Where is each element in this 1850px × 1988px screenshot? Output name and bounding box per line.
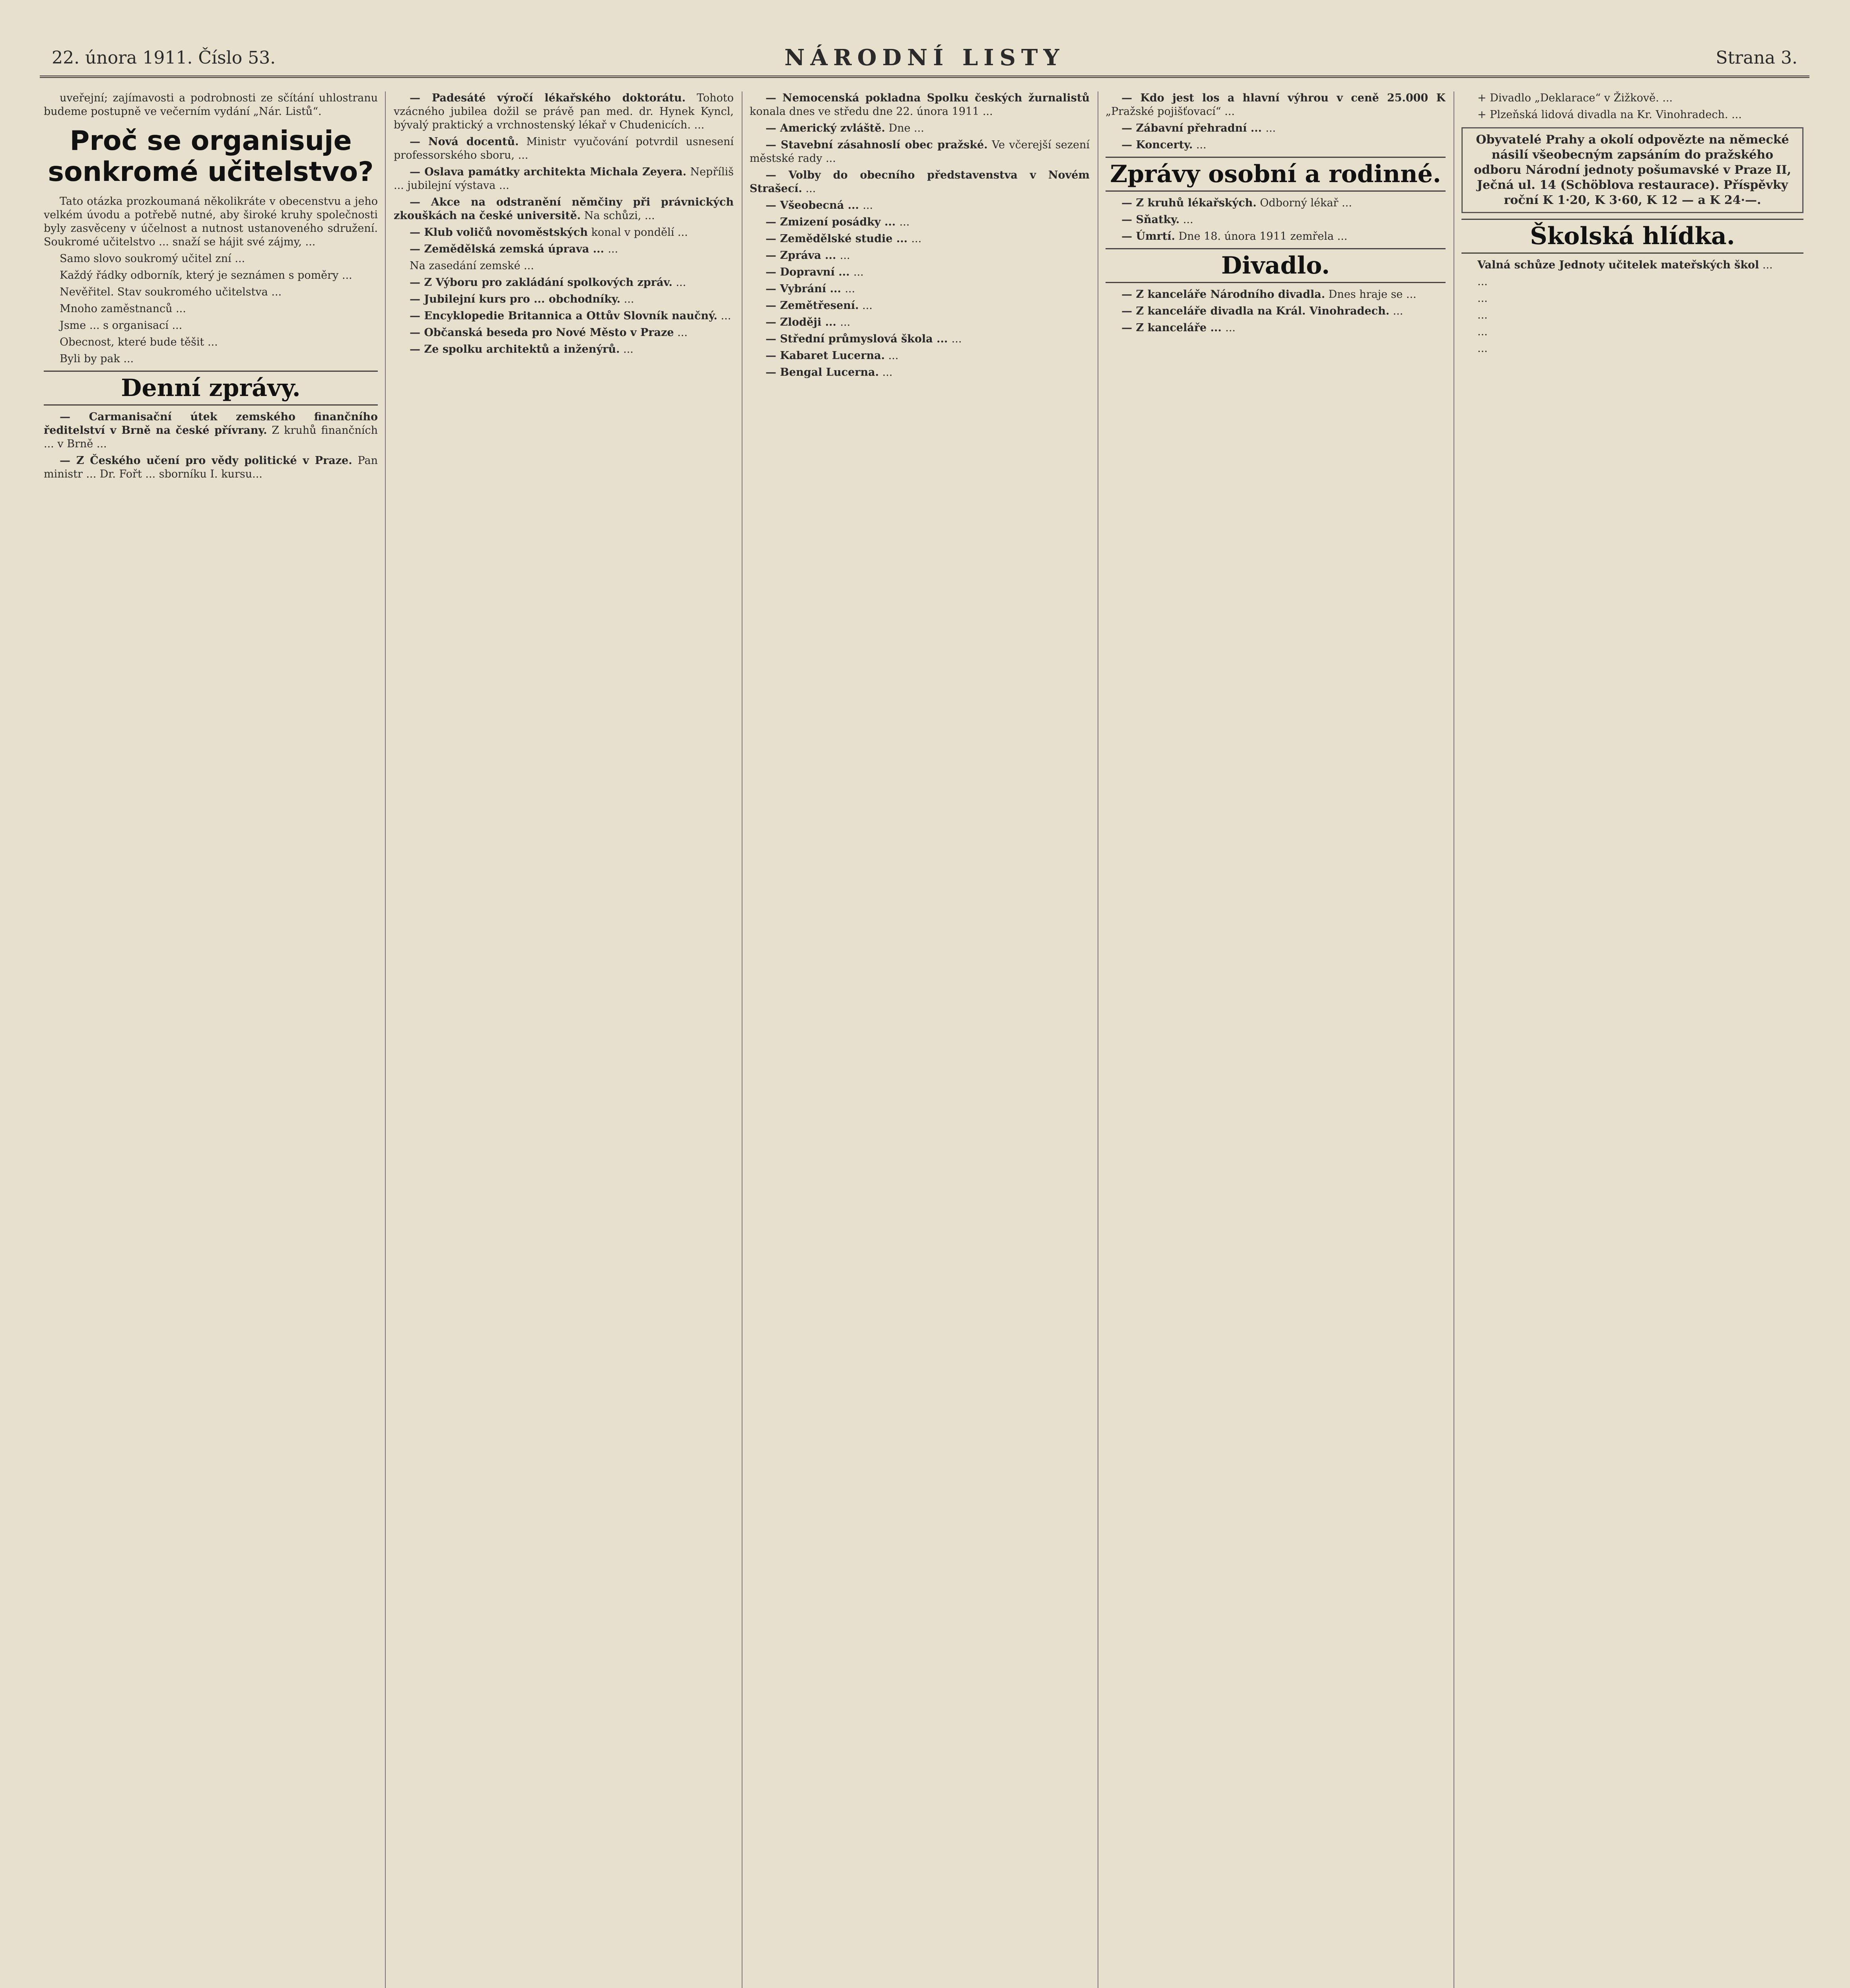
item-heading: — Z kanceláře divadla na Král. Vinohradech. [1121, 305, 1389, 317]
item-text: ... [1183, 214, 1193, 226]
item-heading: — Z Českého učení pro vědy politické v Praze. [60, 454, 352, 467]
item-heading: — Padesáté výročí lékařského doktorátu. [410, 92, 686, 104]
column-3 [750, 91, 1090, 1988]
item-heading: — Zemětřesení. [766, 299, 859, 312]
item-text: ... [840, 316, 851, 328]
article-paragraph: ... [1477, 292, 1488, 305]
item-heading: — Americký zvláště. [766, 122, 885, 134]
item-text: ... [677, 326, 688, 339]
item-heading: — Nemocenská pokladna Spolku českých žurnalistů [766, 92, 1090, 104]
column-divider [385, 91, 386, 1988]
item-heading: — Zábavní přehradní ... [1121, 122, 1266, 134]
item-text: „Pražské pojišťovací“ ... [1106, 105, 1235, 118]
article-paragraph: + Divadlo „Deklarace“ v Žižkově. ... [1477, 92, 1673, 104]
item-text: ... [899, 216, 910, 228]
item-text: ... [608, 243, 618, 255]
section-heading: Divadlo. [1106, 248, 1446, 283]
item-heading: — Carmanisační útek zemského finančního ředitelství v Brně na české přívrany. [44, 411, 378, 437]
item-heading: — Stavební zásahnoslí obec pražské. [766, 139, 988, 151]
article-paragraph: ... [1477, 276, 1488, 288]
column-1 [44, 91, 378, 1988]
article-paragraph: Nevěřitel. Stav soukromého učitelstva ... [60, 286, 282, 298]
article-paragraph: + Plzeňská lidová divadla na Kr. Vinohradech. ... [1477, 109, 1742, 121]
item-heading: — Ze spolku architektů a inženýrů. [410, 343, 620, 355]
item-heading: — Zmizení posádky ... [766, 216, 900, 228]
item-text: ... [623, 343, 634, 355]
item-heading: — Kabaret Lucerna. [766, 349, 885, 362]
intro-paragraph: uveřejní; zajímavosti a podrobnosti ze sčítání uhlostranu budeme postupně ve večerním vydání „Nár. Listů“. [44, 92, 378, 118]
item-text: Dne 18. února 1911 zemřela ... [1178, 230, 1348, 243]
item-text: konal v pondělí ... [591, 226, 688, 239]
item-text: ... [863, 199, 873, 212]
item-heading: — Z kanceláře Národního divadla. [1121, 288, 1325, 301]
article-paragraph: ... [1477, 342, 1488, 355]
item-text: ... [1196, 139, 1207, 151]
item-text: ... [1762, 259, 1773, 271]
column-2 [394, 91, 734, 1988]
item-text: ... [721, 310, 731, 322]
item-text: Z kruhů finančních ... v Brně ... [44, 424, 378, 450]
item-text: ... [845, 283, 855, 295]
section-heading: Zprávy osobní a rodinné. [1106, 157, 1446, 192]
item-text: Odborný lékař ... [1260, 197, 1352, 209]
item-text: Ministr vyučování potvrdil usnesení professorského sboru, ... [394, 136, 734, 161]
item-heading: — Úmrtí. [1121, 230, 1175, 243]
section-heading: Školská hlídka. [1461, 219, 1803, 254]
item-heading: — Akce na odstranění němčiny při právnických zkouškách na české universitě. [394, 196, 734, 222]
item-text: Tohoto vzácného jubilea dožil se právě pan med. dr. Hynek Kyncl, bývalý praktický a vrchnostenský lékař v Chudenicích. ... [394, 92, 734, 131]
item-heading: — Encyklopedie Britannica a Ottův Slovník naučný. [410, 310, 717, 322]
item-text: konala dnes ve středu dne 22. února 1911 ... [750, 105, 993, 118]
item-text: ... [624, 293, 634, 305]
item-heading: Valná schůze Jednoty učitelek mateřských škol [1477, 259, 1759, 271]
item-heading: — Z kanceláře ... [1121, 322, 1226, 334]
article-paragraph: Byli by pak ... [60, 353, 134, 365]
item-text: ... [951, 333, 962, 345]
article-paragraph: Každý řádky odborník, který je seznámen s poměry ... [60, 269, 352, 282]
item-text: ... [1265, 122, 1276, 134]
item-heading: — Všeobecná ... [766, 199, 863, 212]
item-heading: — Z Výboru pro zakládání spolkových zpráv. [410, 276, 672, 289]
item-text: ... [853, 266, 864, 278]
section-heading: Denní zprávy. [44, 371, 378, 406]
item-heading: — Dopravní ... [766, 266, 853, 278]
item-text: ... [888, 349, 899, 362]
item-heading: — Občanská beseda pro Nové Město v Praze [410, 326, 674, 339]
item-text: Ve včerejší sezení městské rady ... [750, 139, 1090, 165]
item-text: ... [1225, 322, 1236, 334]
page-number: Strana 3. [1716, 48, 1798, 68]
item-text: ... [882, 366, 893, 379]
item-heading: — Volby do obecního představenstva v Novém Strašecí. [750, 169, 1090, 195]
issue-date: 22. února 1911. Číslo 53. [52, 48, 276, 68]
article-paragraph: Samo slovo soukromý učitel zní ... [60, 252, 245, 265]
column-5 [1461, 91, 1803, 1988]
item-heading: — Sňatky. [1121, 214, 1180, 226]
item-heading: — Koncerty. [1121, 139, 1193, 151]
item-text: Dne ... [888, 122, 924, 134]
item-heading: — Vybrání ... [766, 283, 845, 295]
article-paragraph: Na zasedání zemské ... [410, 260, 534, 272]
item-text: Nepříliš ... jubilejní výstava ... [394, 166, 734, 192]
column-4 [1106, 91, 1446, 1988]
headline: Proč se organisuje sonkromé učitelstvo? [48, 125, 374, 188]
item-heading: — Zpráva ... [766, 249, 840, 262]
item-heading: — Z kruhů lékařských. [1121, 197, 1257, 209]
item-text: Na schůzi, ... [584, 210, 655, 222]
article-paragraph: Jsme ... s organisací ... [60, 319, 183, 332]
article-paragraph: Obecnost, které bude těšit ... [60, 336, 218, 348]
item-heading: — Zemědělská zemská úprava ... [410, 243, 608, 255]
item-heading: — Oslava památky architekta Michala Zeyera. [410, 166, 686, 178]
article-paragraph: ... [1477, 309, 1488, 321]
item-text: ... [839, 249, 850, 262]
notice-box: Obyvatelé Prahy a okolí odpovězte na německé násilí všeobecným zapsáním do pražského odboru Národní jednoty pošumavské v Praze II, Ječná ul. 14 (Schöblova restaurace). Příspěvky roční K 1·20, K 3·60, K 12 — a K 24·—. [1461, 127, 1803, 213]
item-heading: — Zemědělské studie ... [766, 233, 911, 245]
item-text: Dnes hraje se ... [1328, 288, 1417, 301]
masthead [40, 40, 1809, 78]
article-paragraph: ... [1477, 326, 1488, 338]
item-text: ... [676, 276, 686, 289]
article-paragraph: Mnoho zaměstnanců ... [60, 303, 186, 315]
item-text: ... [805, 182, 816, 195]
item-text: ... [862, 299, 873, 312]
newspaper-title: NÁRODNÍ LISTY [784, 45, 1065, 71]
article-paragraph: Tato otázka prozkoumaná několikráte v obecenstvu a jeho velkém úvodu a potřebě nutné, aby široké kruhy společnosti byly zasvěceny v účelnost a nutnost ustanoveného sdružení. Soukromé učitelstvo ... snaží se hájit své zájmy, ... [44, 195, 378, 248]
item-heading: — Kdo jest los a hlavní výhrou v ceně 25.000 K [1121, 92, 1446, 104]
item-text: ... [1393, 305, 1403, 317]
item-heading: — Bengal Lucerna. [766, 366, 879, 379]
item-heading: — Zloději ... [766, 316, 840, 328]
item-heading: — Střední průmyslová škola ... [766, 333, 952, 345]
item-heading: — Klub voličů novoměstských [410, 226, 588, 239]
item-text: ... [911, 233, 922, 245]
item-heading: — Jubilejní kurs pro ... obchodníky. [410, 293, 621, 305]
item-text: Pan ministr ... Dr. Fořt ... sborníku I. kursu... [44, 454, 378, 480]
item-heading: — Nová docentů. [410, 136, 519, 148]
